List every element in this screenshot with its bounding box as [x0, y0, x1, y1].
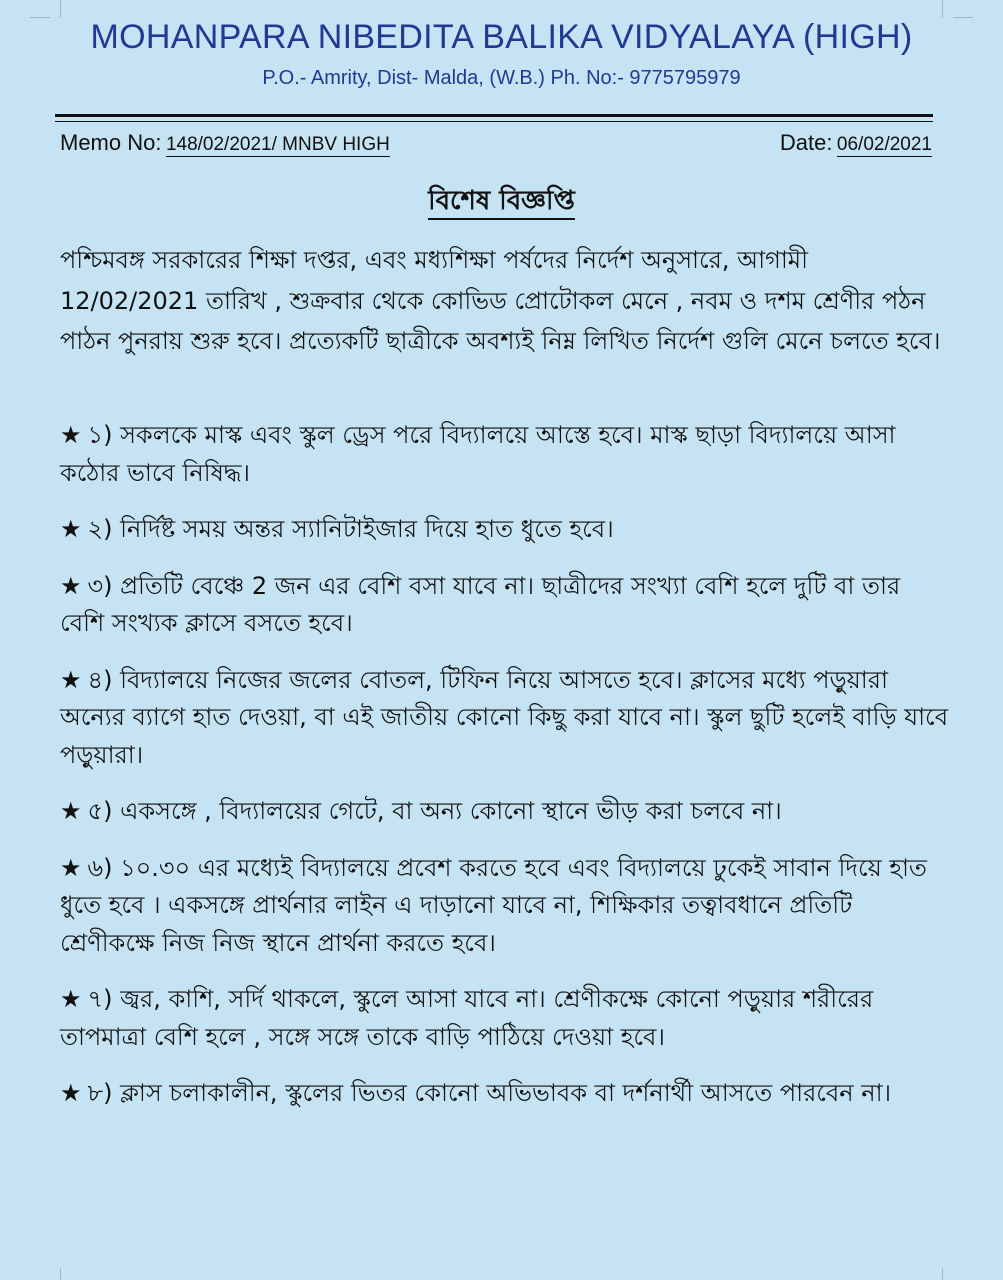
crop-mark-top-right [942, 0, 953, 18]
rule-item [60, 568, 950, 643]
crop-mark-bottom-right [942, 1268, 953, 1280]
rule-text: ৫) একসঙ্গে , বিদ্যালয়ের গেটে, বা অন্য কোনো স্থানে ভীড় করা চলবে না। [87, 797, 782, 825]
rule-item [60, 662, 950, 775]
rule-text: ২) নির্দিষ্ট সময় অন্তর স্যানিটাইজার দিয়ে হাত ধুতে হবে। [87, 515, 614, 543]
star-icon: ★ [60, 571, 82, 600]
school-name: MOHANPARA NIBEDITA BALIKA VIDYALAYA (HIGH) [90, 18, 913, 56]
star-icon: ★ [60, 665, 82, 694]
header-divider-thin [55, 121, 933, 122]
rule-text: ৬) ১০.৩০ এর মধ্যেই বিদ্যালয়ে প্রবেশ করতে হবে এবং বিদ্যালয়ে ঢুকেই সাবান দিয়ে হাত ধুতে হবে । একসঙ্গে প্রার্থনার লাইন এ দাড়ানো যাবে না, শিক্ষিকার তত্বাবধানে প্রতিটি শ্রেণীকক্ষে নিজ নিজ স্থানে প্রার্থনা করতে হবে। [60, 853, 927, 957]
rule-text: ১) সকলকে মাস্ক এবং স্কুল ড্রেস পরে বিদ্যালয়ে আস্তে হবে। মাস্ক ছাড়া বিদ্যালয়ে আসা কঠোর ভাবে নিষিদ্ধ। [60, 421, 896, 487]
rule-item [60, 1075, 950, 1113]
star-icon: ★ [60, 515, 82, 543]
memo-value: 148/02/2021/ MNBV HIGH [165, 134, 390, 155]
rule-item [60, 981, 950, 1056]
rule-item [60, 850, 950, 963]
notice-heading [0, 180, 1003, 224]
rule-item [60, 511, 950, 549]
memo-date [780, 130, 932, 156]
school-address: P.O.- Amrity, Dist- Malda, (W.B.) Ph. No:- 9775795979 [262, 67, 741, 89]
memo-label: Memo No: [60, 130, 162, 155]
star-icon: ★ [60, 1079, 82, 1107]
rule-item [60, 417, 950, 492]
rule-text: ৭) জ্বর, কাশি, সর্দি থাকলে, স্কুলে আসা যাবে না। শ্রেণীকক্ষে কোনো পড়ুয়ার শরীরের তাপমাত্রা বেশি হলে , সঙ্গে সঙ্গে তাকে বাড়ি পাঠিয়ে দেওয়া হবে। [60, 985, 874, 1051]
memo-date-row [60, 130, 932, 160]
rule-text: ৪) বিদ্যালয়ে নিজের জলের বোতল, টিফিন নিয়ে আসতে হবে। ক্লাসের মধ্যে পড়ুয়ারা অন্যের ব্যাগে হাত দেওয়া, বা এই জাতীয় কোনো কিছু করা যাবে না। স্কুল ছুটি হলেই বাড়ি যাবে পড়ুয়ারা। [60, 665, 949, 769]
rule-text: ৮) ক্লাস চলাকালীন, স্কুলের ভিতর কোনো অভিভাবক বা দর্শনার্থী আসতে পারবেন না। [87, 1079, 892, 1107]
rule-item [60, 793, 950, 831]
rules-list [60, 417, 950, 1132]
memo-number [60, 130, 390, 156]
date-value: 06/02/2021 [836, 134, 932, 155]
star-icon: ★ [60, 797, 82, 825]
star-icon: ★ [60, 985, 82, 1013]
crop-mark-top-left [50, 0, 61, 18]
star-icon: ★ [60, 421, 82, 449]
crop-mark-bottom-left [50, 1268, 61, 1280]
date-label: Date: [779, 130, 833, 155]
notice-intro: পশ্চিমবঙ্গ সরকারের শিক্ষা দপ্তর, এবং মধ্যশিক্ষা পর্ষদের নির্দেশ অনুসারে, আগামী 12/02/2021 তারিখ , শুক্রবার থেকে কোভিড প্রোটোকল মেনে , নবম ও দশম শ্রেণীর পঠন পাঠন পুনরায় শুরু হবে। প্রত্যেকটি ছাত্রীকে অবশ্যই নিম্ন লিখিত নির্দেশ গুলি মেনে চলতে হবে। [60, 246, 941, 355]
rule-text: ৩) প্রতিটি বেঞ্চে 2 জন এর বেশি বসা যাবে না। ছাত্রীদের সংখ্যা বেশি হলে দুটি বা তার বেশি সংখ্যক ক্লাসে বসতে হবে। [60, 571, 901, 637]
star-icon: ★ [60, 853, 82, 882]
header-divider-thick [55, 114, 933, 117]
notice-heading-text: বিশেষ বিজ্ঞপ্তি [428, 186, 575, 220]
